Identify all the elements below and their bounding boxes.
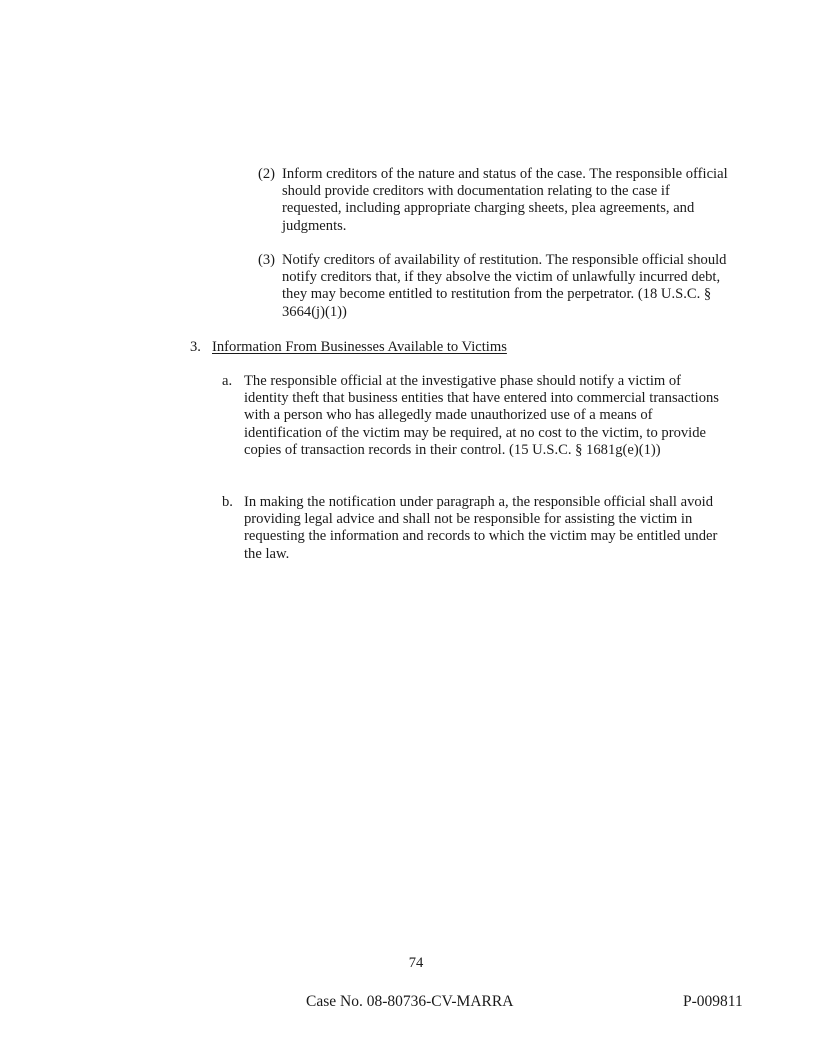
section-marker-3: 3. <box>190 339 201 355</box>
list-marker-b: b. <box>222 494 233 510</box>
list-item-2 <box>258 166 728 235</box>
list-text-2: Inform creditors of the nature and status of the case. The responsible official should provide creditors with documentation relating to the case if requested, including appropriate charging sheets, plea agreements, and judgments. <box>282 166 728 234</box>
section-heading-3 <box>190 339 590 356</box>
page-number: 74 <box>408 955 424 971</box>
case-number-footer: Case No. 08-80736-CV-MARRA <box>306 993 514 1010</box>
list-text-b: In making the notification under paragraph a, the responsible official shall avoid providing legal advice and shall not be responsible for assisting the victim in requesting the information and records to which the victim may be entitled under the law. <box>244 494 718 562</box>
list-text-a: The responsible official at the investigative phase should notify a victim of identity theft that business entities that have entered into commercial transactions with a person who has allegedly made unauthorized use of a means of identification of the victim may be required, at no cost to the victim, to provide copies of transaction records in their control. (15 U.S.C. § 1681g(e)(1)) <box>244 373 719 458</box>
list-text-3: Notify creditors of availability of restitution. The responsible official should notify creditors that, if they absolve the victim of unlawfully incurred debt, they may become entitled to restitution from the perpetrator. (18 U.S.C. § 3664(j)(1)) <box>282 252 727 320</box>
list-marker-a: a. <box>222 373 233 389</box>
list-item-b <box>222 494 722 563</box>
list-item-3 <box>258 252 728 321</box>
bates-number-footer: P-009811 <box>683 993 743 1010</box>
list-item-a <box>222 373 722 459</box>
section-title-3: Information From Businesses Available to Victims <box>212 339 507 355</box>
list-marker-3: (3) <box>258 252 276 268</box>
list-marker-2: (2) <box>258 166 276 182</box>
